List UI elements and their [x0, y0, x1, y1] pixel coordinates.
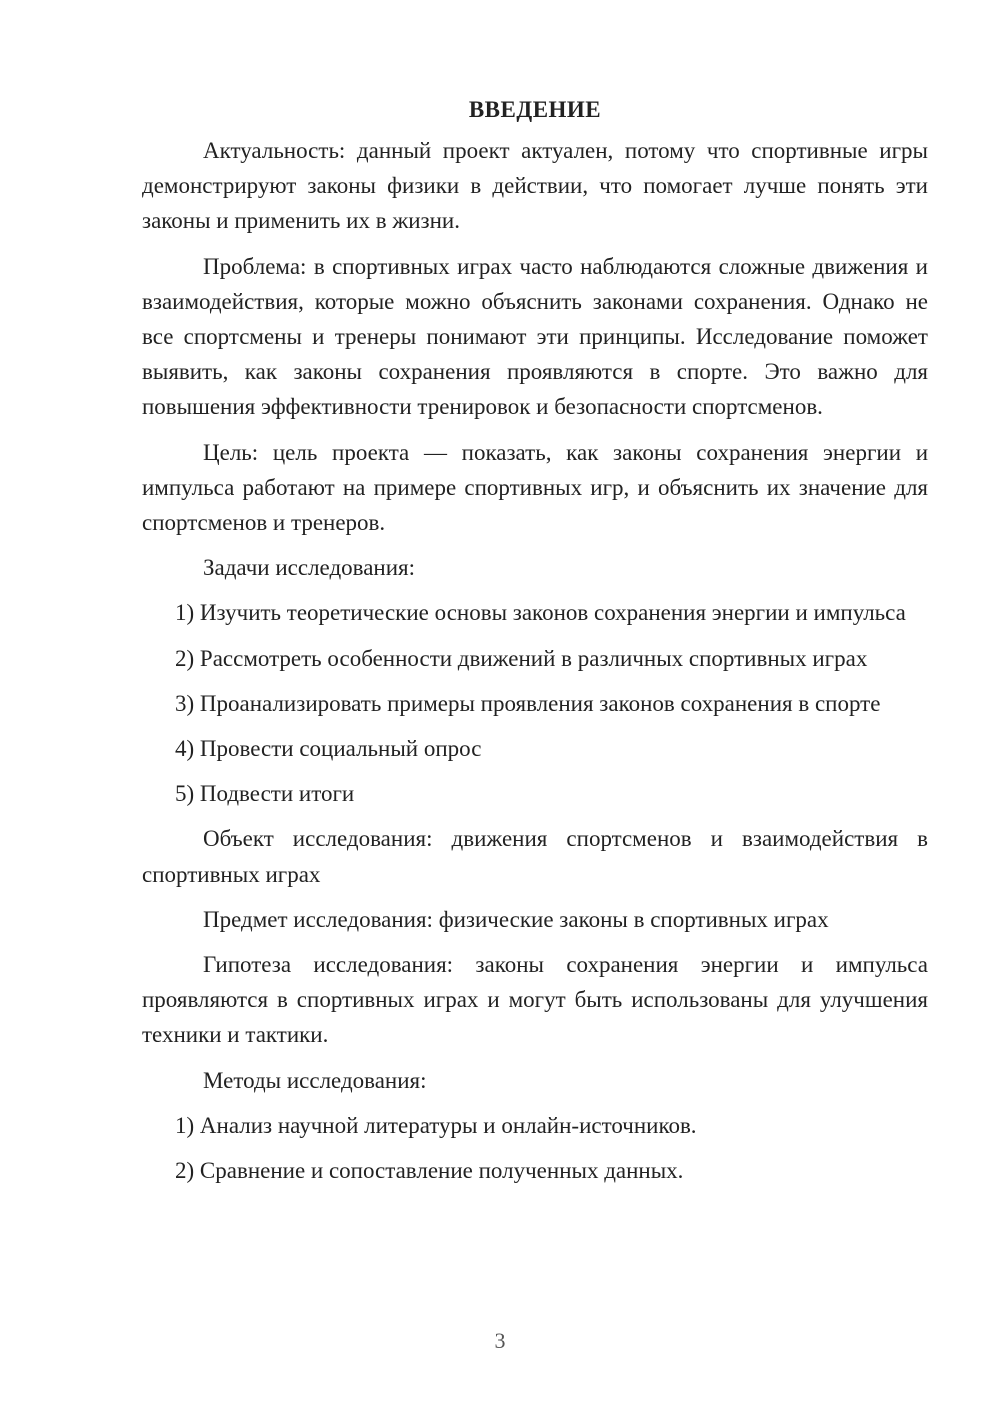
tasks-heading: Задачи исследования:	[203, 555, 416, 581]
method-item: 1) Анализ научной литературы и онлайн-источников.	[175, 1112, 697, 1138]
goal-paragraph: Цель: цель проекта — показать, как законы сохранения энергии и импульса работают на примере спортивных игр, и объяснить их значение для спортсменов и тренеров.	[142, 439, 928, 536]
document-page	[142, 92, 928, 1188]
subject-paragraph: Предмет исследования: физические законы в спортивных играх	[203, 906, 829, 932]
task-item: 4) Провести социальный опрос	[175, 736, 482, 762]
task-item: 5) Подвести итоги	[175, 781, 355, 807]
relevance-paragraph: Актуальность: данный проект актуален, потому что спортивные игры демонстрируют законы физики в действии, что помогает лучше понять эти законы и применить их в жизни.	[142, 138, 928, 234]
task-item: 2) Рассмотреть особенности движений в различных спортивных играх	[175, 645, 868, 671]
object-paragraph: Объект исследования: движения спортсменов и взаимодействия в спортивных играх	[142, 826, 928, 887]
task-item: 1) Изучить теоретические основы законов сохранения энергии и импульса	[175, 600, 906, 626]
page-number: 3	[494, 1328, 506, 1353]
methods-heading: Методы исследования:	[203, 1067, 427, 1093]
method-item: 2) Сравнение и сопоставление полученных данных.	[175, 1158, 684, 1184]
section-title: ВВЕДЕНИЕ	[468, 97, 602, 122]
task-item: 3) Проанализировать примеры проявления законов сохранения в спорте	[175, 690, 881, 716]
problem-paragraph: Проблема: в спортивных играх часто наблюдаются сложные движения и взаимодействия, которые можно объяснить законами сохранения. Однако не все спортсмены и тренеры понимают эти принципы. Исследование поможет выявить, как законы сохранения проявляются в спорте. Это важно для повышения эффективности тренировок и безопасности спортсменов.	[142, 253, 928, 420]
hypothesis-paragraph: Гипотеза исследования: законы сохранения энергии и импульса проявляются в спортивных играх и могут быть использованы для улучшения техники и тактики.	[142, 952, 928, 1048]
